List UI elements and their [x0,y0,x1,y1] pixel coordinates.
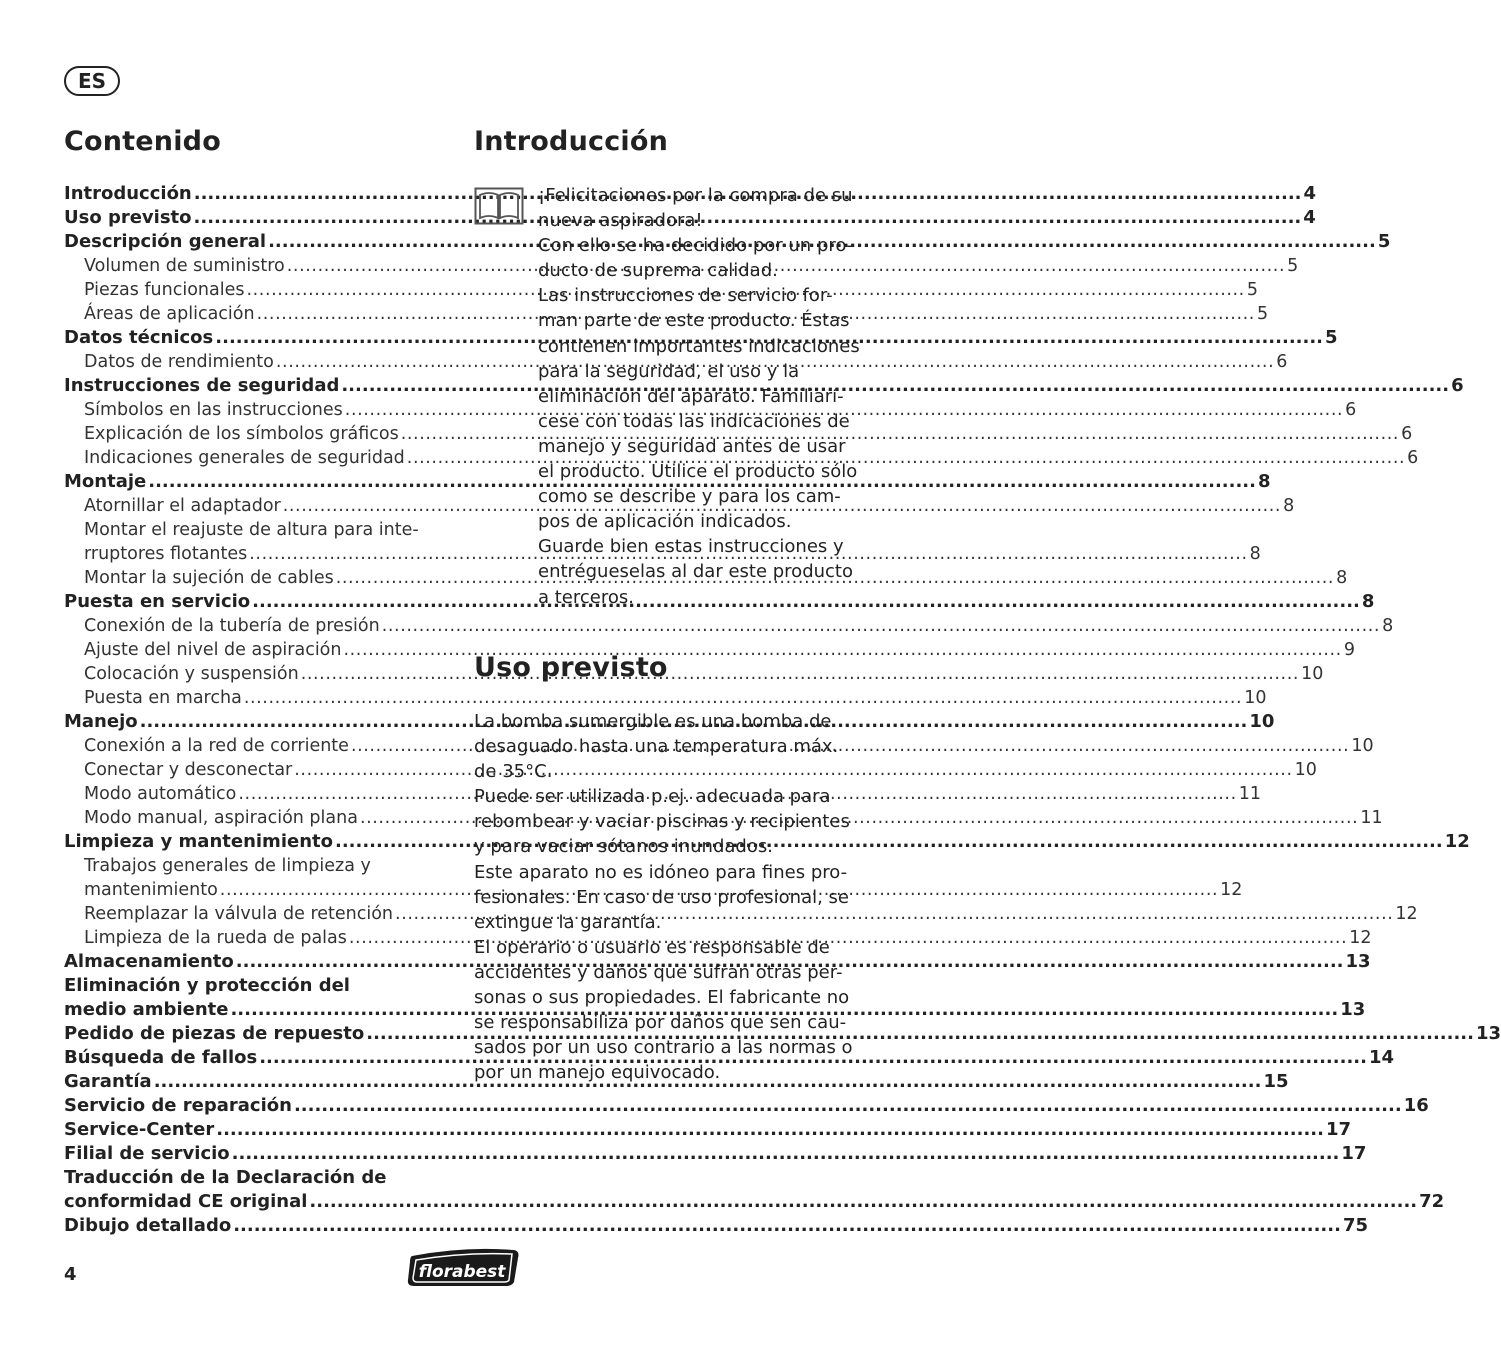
toc-entry-page: 6 [1345,400,1357,420]
introduccion-title: Introducción [474,126,669,157]
toc-entry-title: Manejo [64,711,138,732]
toc-entry-page: 12 [1395,904,1418,924]
text-line: ducto de suprema calidad. [538,260,778,282]
toc-entry-line: Montar el reajuste de altura para inte- [84,520,419,540]
text-line: Con ello se ha decidido por un pro- [538,235,854,257]
toc-entry-page: 12 [1349,928,1372,948]
toc-entry-page: 6 [1401,424,1413,444]
text-line: Este aparato no es idóneo para fines pro- [474,861,848,883]
text-line: como se describe y para los cam- [538,486,841,508]
toc-entry-title: Dibujo detallado [64,1215,232,1236]
toc-entry [64,1190,1445,1214]
toc-entry-page: 17 [1341,1143,1367,1164]
toc-entry-title: Almacenamiento [64,951,234,972]
toc-entry-page: 16 [1403,1095,1429,1116]
toc-entry-title: Limpieza y mantenimiento [64,831,333,852]
florabest-logo [404,1244,520,1290]
text-line: para la seguridad, el uso y la [538,360,800,382]
toc-entry-page: 6 [1407,448,1419,468]
toc-entry-page: 5 [1246,280,1258,300]
text-line: accidentes y daños que sufran otras per- [474,961,843,983]
toc-entry-page: 10 [1244,688,1267,708]
text-line: cese con todas las indicaciones de [538,410,850,432]
toc-entry-page: 10 [1294,760,1317,780]
toc-entry [64,1214,1369,1238]
toc-entry-title: Service-Center [64,1119,215,1140]
toc-entry-title: Ajuste del nivel de aspiración [84,640,342,660]
toc-entry-title: Áreas de aplicación [84,304,255,324]
text-line: el producto. Utilice el producto sólo [538,461,858,483]
toc-leader-dots [309,1190,1417,1214]
toc-entry-page: 10 [1351,736,1374,756]
book-icon [474,187,524,225]
toc-entry-page: 14 [1368,1047,1395,1068]
toc-entry-title: Búsqueda de fallos [64,1047,258,1068]
toc-entry-page: 13 [1475,1023,1501,1044]
toc-entry-line: Eliminación y protección del [64,975,350,996]
toc-entry-line: Trabajos generales de limpieza y [84,856,371,876]
toc-entry-page: 13 [1340,999,1366,1020]
introduccion-body [538,183,868,610]
toc-entry-title: Montaje [64,471,147,492]
toc-entry [64,686,1267,710]
text-line: Las instrucciones de servicio for- [538,285,833,307]
text-line: se responsabiliza por daños que sen cau- [474,1012,847,1034]
toc-leader-dots [301,662,1299,686]
toc-entry-page: 8 [1283,496,1295,516]
toc-entry-title: conformidad CE original [64,1191,308,1212]
text-line: El operario o usuario es responsable de [474,936,830,958]
toc-entry-title: mantenimiento [84,880,218,900]
toc-entry-title: Datos de rendimiento [84,352,274,372]
text-line: Guarde bien estas instrucciones y [538,536,844,558]
toc-entry-page: 75 [1342,1215,1369,1236]
toc-entry-title: Montar la sujeción de cables [84,568,334,588]
text-line: manejo y seguridad antes de usar [538,435,846,457]
toc-entry-page: 6 [1276,352,1288,372]
text-line: sados por un uso contrario a las normas o [474,1037,853,1059]
toc-entry-title: Atornillar el adaptador [84,496,281,516]
text-line: entrégueselas al dar este producto [538,561,853,583]
toc-entry-line: Traducción de la Declaración de [64,1167,387,1188]
logo-text: florabest [418,1262,506,1282]
text-line: desaguado hasta una temperatura máx. [474,736,839,758]
toc-entry-page: 8 [1336,568,1348,588]
toc-entry-page: 4 [1303,207,1316,228]
toc-title: Contenido [64,126,221,157]
toc-leader-dots [294,1094,1402,1118]
toc-entry-page: 11 [1238,784,1262,804]
toc-entry [64,1118,1352,1142]
toc-entry [64,1094,1429,1118]
toc-entry-title: Modo manual, aspiración plana [84,808,358,828]
text-line: por un manejo equivocado. [474,1062,721,1084]
toc-entry-title: Símbolos en las instrucciones [84,400,343,420]
toc-entry-page: 10 [1249,711,1275,732]
text-line: ¡Felicitaciones por la compra de su [538,185,853,206]
text-line: fesionales. En caso de uso profesional, se [474,886,850,908]
toc-entry-title: Conectar y desconectar [84,760,293,780]
toc-entry-title: Volumen de suministro [84,256,285,276]
toc-entry-title: Limpieza de la rueda de palas [84,928,347,948]
toc-entry-page: 5 [1256,304,1269,324]
toc-entry-title: Colocación y suspensión [84,664,299,684]
toc-entry-page: 10 [1301,664,1324,684]
toc-entry-title: Datos técnicos [64,327,214,348]
text-line: sonas o sus propiedades. El fabricante no [474,987,850,1009]
page-number: 4 [64,1264,77,1285]
text-line: La bomba sumergible es una bomba de [474,711,832,732]
text-line: Puede ser utilizada p.ej. adecuada para [474,786,831,808]
toc-entry-title: medio ambiente [64,999,229,1020]
toc-entry-title: Introducción [64,183,192,204]
toc-entry-title: Uso previsto [64,207,192,228]
toc-entry-title: Piezas funcionales [84,280,245,300]
toc-leader-dots [244,686,1242,710]
toc-entry-page: 15 [1263,1071,1289,1092]
toc-entry-title: Filial de servicio [64,1143,230,1164]
toc-entry-page: 11 [1360,808,1383,828]
text-line: eliminación del aparato. Familiarí- [538,385,844,407]
toc-leader-dots [232,1142,1340,1166]
toc-entry-page: 12 [1444,831,1470,852]
toc-entry-page: 6 [1451,375,1464,396]
toc-leader-dots [382,614,1380,638]
text-line: nueva aspiradora! [538,210,703,232]
toc-entry-page: 8 [1382,616,1394,636]
toc-entry-page: 5 [1287,256,1299,276]
toc-entry-title: Puesta en marcha [84,688,242,708]
toc-entry-page: 8 [1249,544,1261,564]
text-line: de 35°C. [474,761,553,783]
toc-entry-page: 5 [1325,327,1338,348]
text-line: man parte de este producto. Éstas [538,310,850,332]
toc-entry [64,1142,1367,1166]
language-badge: ES [64,66,120,96]
toc-entry-page: 4 [1303,183,1317,204]
toc-entry-title: Puesta en servicio [64,591,251,612]
toc-leader-dots [341,374,1449,398]
toc-entry-title: Instrucciones de seguridad [64,375,340,396]
toc-entry-title: rruptores flotantes [84,544,248,564]
toc-entry-page: 8 [1361,591,1375,612]
text-line: contienen importantes indicaciones [538,335,860,357]
toc-entry-title: Modo automático [84,784,237,804]
toc-entry-title: Pedido de piezas de repuesto [64,1023,365,1044]
toc-entry-page: 17 [1325,1119,1352,1140]
toc-entry-page: 12 [1220,880,1243,900]
toc-entry-title: Indicaciones generales de seguridad [84,448,405,468]
toc-entry-title: Explicación de los símbolos gráficos [84,424,399,444]
text-line: pos de aplicación indicados. [538,511,792,533]
toc-leader-dots [233,1214,1341,1238]
text-line: a terceros. [538,586,634,608]
toc-entry-page: 5 [1377,231,1391,252]
toc-entry-title: Reemplazar la válvula de retención [84,904,394,924]
toc-entry-page: 8 [1257,471,1271,492]
text-line: y para vaciar sótanos inundados. [474,836,773,858]
toc-entry [64,638,1355,662]
toc-entry-page: 9 [1343,640,1355,660]
toc-entry [64,614,1394,638]
toc-leader-dots [216,1118,1324,1142]
toc-entry-title: Descripción general [64,231,267,252]
toc-entry-page: 72 [1419,1191,1445,1212]
toc-entry-page: 13 [1345,951,1371,972]
toc-entry-title: Garantía [64,1071,152,1092]
toc-entry-title: Servicio de reparación [64,1095,292,1116]
toc-entry-title: Conexión de la tubería de presión [84,616,380,636]
uso-previsto-title: Uso previsto [474,652,668,683]
toc-entry-title: Conexión a la red de corriente [84,736,349,756]
uso-previsto-body [474,709,874,1085]
text-line: rebombear y vaciar piscinas y recipientes [474,811,850,833]
text-line: extingue la garantía. [474,911,662,933]
